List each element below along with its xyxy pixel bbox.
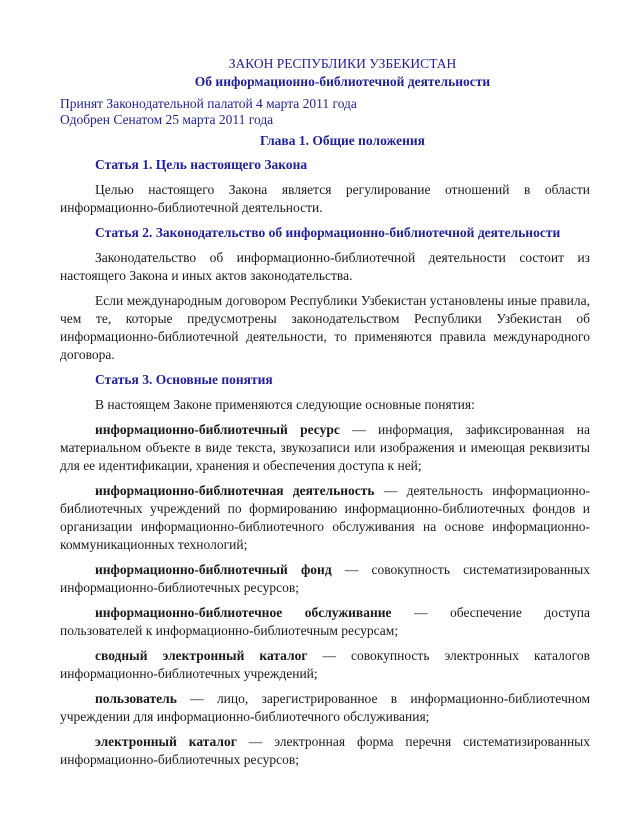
definition-text: — обеспечение доступа пользователей к информационно-библиотечным ресурсам; [60,605,590,638]
definition-text: — совокупность систематизированных информационно-библиотечных ресурсов; [60,562,590,595]
definition-paragraph [60,647,590,683]
law-subtitle: Об информационно-библиотечной деятельности [194,74,491,89]
definition-text: — лицо, зарегистрированное в информационно-библиотечном учреждении для информационно-библиотечного обслуживания; [60,691,590,724]
definition-term: сводный электронный каталог [95,648,308,663]
definition-text: — электронная форма перечня систематизированных информационно-библиотечных ресурсов; [60,734,590,767]
definition-term: пользователь [95,691,177,706]
definition-term: информационно-библиотечный фонд [95,562,332,577]
definition-term: электронный каталог [95,734,237,749]
article-3-intro: В настоящем Законе применяются следующие основные понятия: [95,397,475,412]
definition-text: — информация, зафиксированная на материальном объекте в виде текста, звукозаписи или изображения и имеющая реквизиты для ее идентификации, хранения и обеспечения доступа к ней; [60,422,590,473]
definition-paragraph [60,690,590,726]
chapter-1-heading: Глава 1. Общие положения [260,133,425,148]
definition-term: информационно-библиотечное обслуживание [95,605,392,620]
adoption-info [60,96,590,128]
article-2-paragraph-1: Законодательство об информационно-библиотечной деятельности состоит из настоящего Закона и иных актов законодательства. [60,250,590,283]
article-2-heading: Статья 2. Законодательство об информационно-библиотечной деятельности [95,225,561,240]
article-2-paragraph-2: Если международным договором Республики Узбекистан установлены иные правила, чем те, которые предусмотрены законодательством Республики Узбекистан об информационно-библиотечной деятельности, то применяются правила международного договора. [60,293,590,362]
definition-paragraph [60,421,590,475]
definition-paragraph [60,604,590,640]
article-1-paragraph: Целью настоящего Закона является регулирование отношений в области информационно-библиотечной деятельности. [60,182,590,215]
definition-paragraph [60,482,590,554]
definition-paragraph [60,733,590,769]
adopted-line: Принят Законодательной палатой 4 марта 2011 года [60,96,357,111]
article-3-heading: Статья 3. Основные понятия [95,372,273,387]
definition-text: — совокупность электронных каталогов информационно-библиотечных учреждений; [60,648,590,681]
definition-term: информационно-библиотечная деятельность [95,483,375,498]
article-1-heading: Статья 1. Цель настоящего Закона [95,157,308,172]
definition-paragraph [60,561,590,597]
approved-line: Одобрен Сенатом 25 марта 2011 года [60,112,274,127]
law-title: ЗАКОН РЕСПУБЛИКИ УЗБЕКИСТАН [228,56,457,71]
definition-text: — деятельность информационно-библиотечных учреждений по формированию информационно-библиотечных фондов и организации информационно-библиотечного обслуживания на основе информационно-коммуникационных технологий; [60,483,590,552]
definition-term: информационно-библиотечный ресурс [95,422,340,437]
